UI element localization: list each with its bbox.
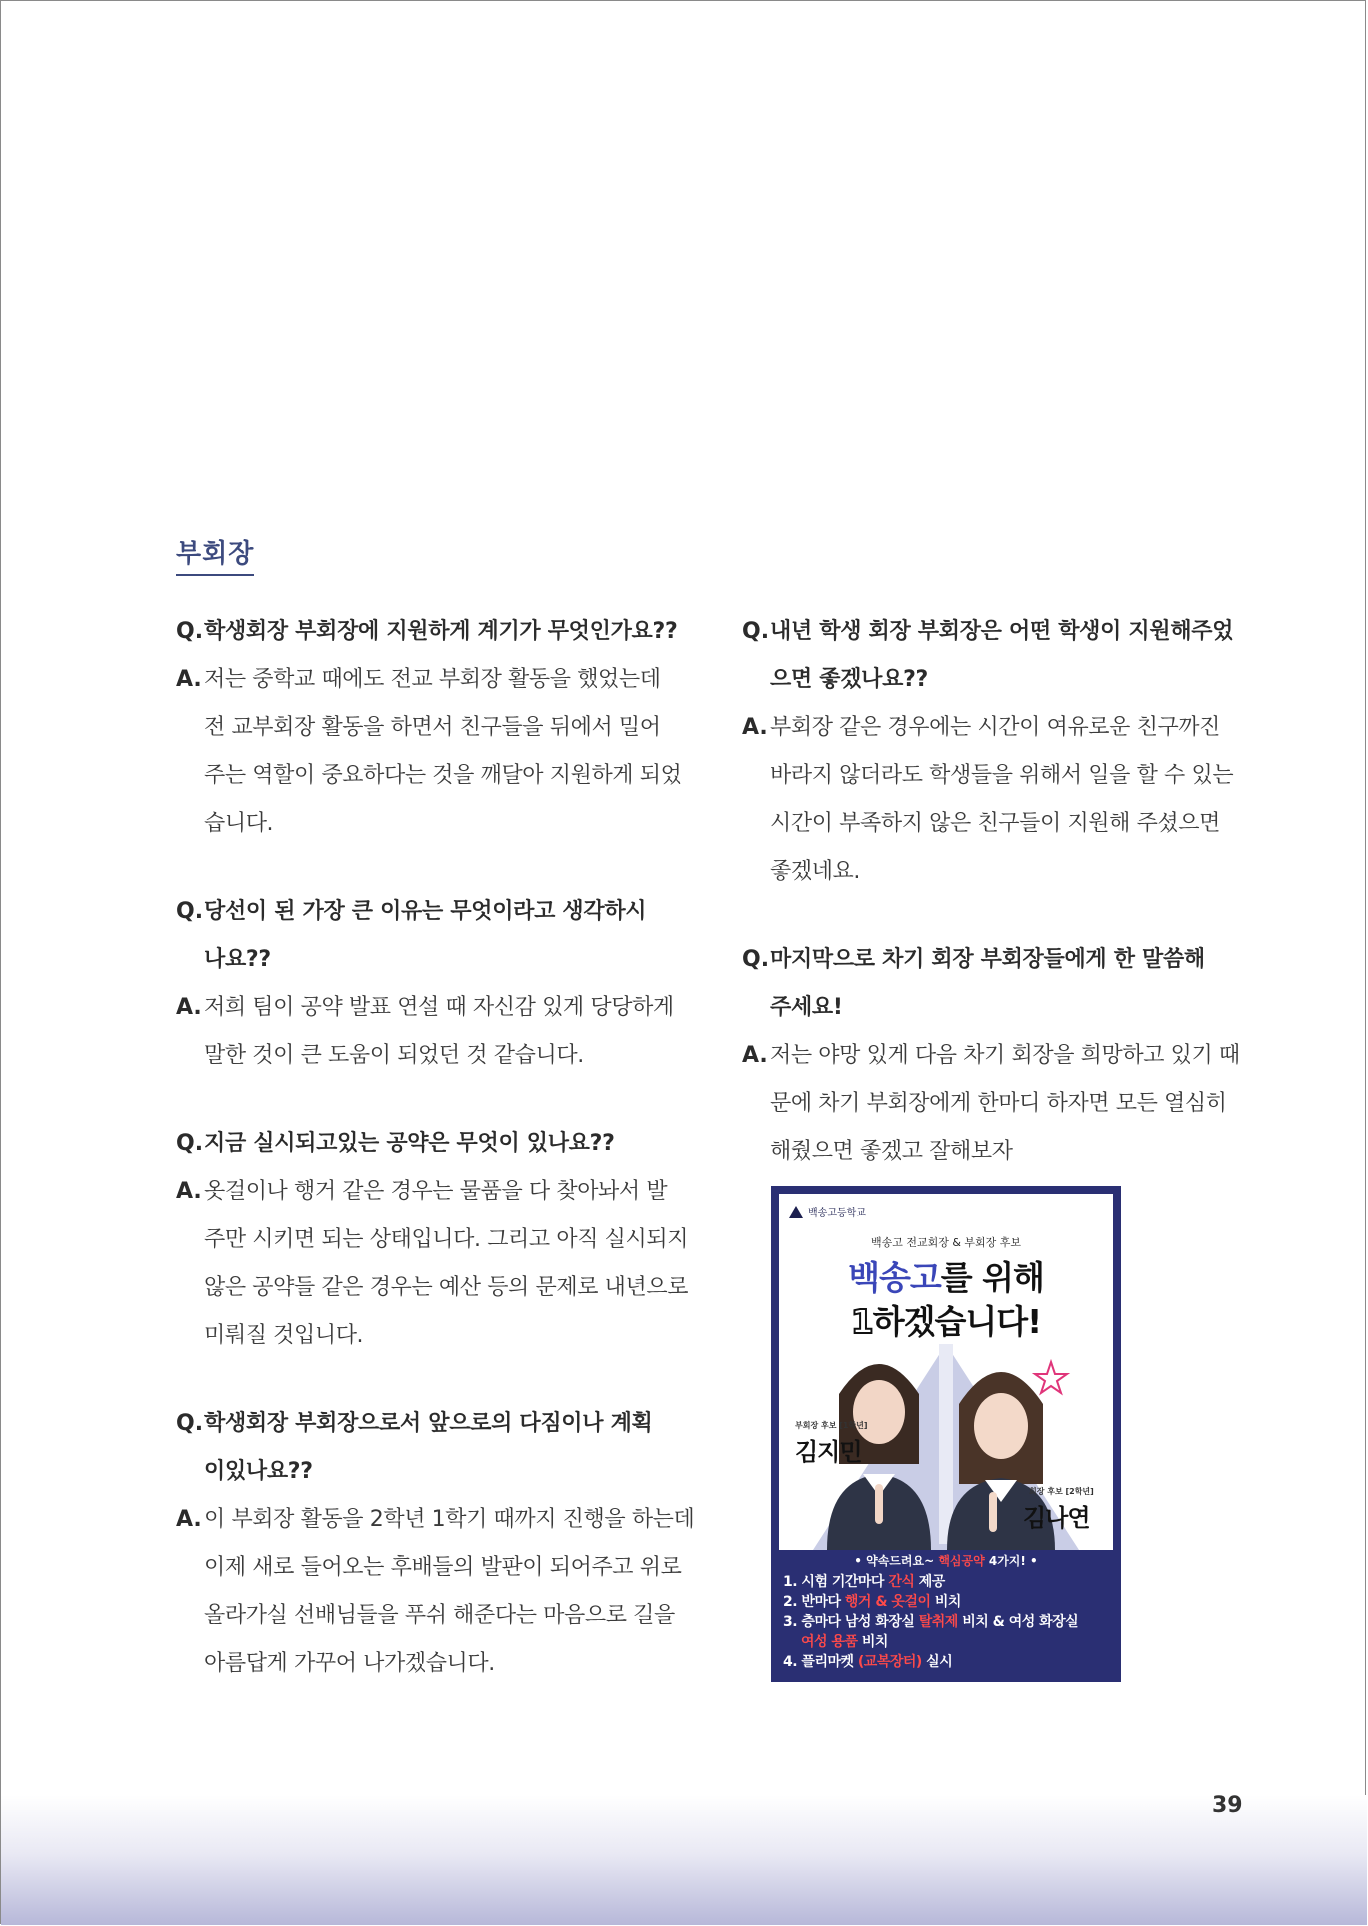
answer-line: [176, 1168, 696, 1216]
a-prefix: A.: [176, 667, 202, 692]
campaign-poster: [771, 1186, 1121, 1682]
pledge-item: 2. 반마다 행거 & 옷걸이 비치: [783, 1594, 961, 1610]
answer-text: 시간이 부족하지 않은 친구들이 지원해 주셨으면: [770, 811, 1221, 836]
question-text: 학생회장 부회장에 지원하게 계기가 무엇인가요??: [204, 619, 678, 644]
pledge-heading: [771, 1552, 1121, 1569]
answer-text: 부회장 같은 경우에는 시간이 여유로운 친구까진: [770, 715, 1221, 740]
a-prefix: A.: [176, 1507, 202, 1532]
question: [742, 936, 1242, 984]
answer-line: [742, 848, 1242, 896]
answer-text: 이제 새로 들어오는 후배들의 발판이 되어주고 위로: [204, 1555, 682, 1580]
answer-line: [176, 1312, 696, 1360]
q-prefix: Q.: [742, 947, 770, 972]
answer-line: [176, 1216, 696, 1264]
candidate-left-role: 부회장 후보 [1학년]: [795, 1421, 868, 1430]
answer-line: [176, 800, 696, 848]
answer-line: [176, 1032, 696, 1080]
page-footer-gradient: [1, 1795, 1367, 1925]
qa-item-5: [742, 608, 1242, 896]
q-prefix: Q.: [176, 1131, 204, 1156]
candidate-right-name: 김나연: [1023, 1504, 1090, 1532]
pledge-item: 1. 시험 기간마다 간식 제공: [783, 1574, 945, 1590]
answer-text: 문에 차기 부회장에게 한마디 하자면 모든 열심히: [770, 1091, 1227, 1116]
candidate-right-role: 회장 후보 [2학년]: [1029, 1487, 1094, 1496]
answer-line: [742, 1032, 1242, 1080]
pledge-heading-a: • 약속드려요~: [854, 1554, 939, 1568]
answer-line: [742, 752, 1242, 800]
q-prefix: Q.: [176, 1411, 204, 1436]
answer-text: 해줬으면 좋겠고 잘해보자: [770, 1139, 1013, 1164]
answer-text: 이 부회장 활동을 2학년 1학기 때까지 진행을 하는데: [204, 1507, 695, 1532]
a-prefix: A.: [176, 1179, 202, 1204]
qa-item-3: [176, 1120, 696, 1360]
question-text: 주세요!: [770, 995, 843, 1020]
answer-line: [176, 1592, 696, 1640]
question: [742, 656, 1242, 704]
question: [176, 936, 696, 984]
question-text: 마지막으로 차기 회장 부회장들에게 한 말씀해: [770, 947, 1205, 972]
answer-line: [176, 704, 696, 752]
q-prefix: Q.: [176, 619, 204, 644]
page-number: 39: [1212, 1793, 1243, 1818]
answer-text: 않은 공약들 같은 경우는 예산 등의 문제로 내년으로: [204, 1275, 689, 1300]
school-name: 백송고등학교: [808, 1208, 866, 1219]
question: [176, 888, 696, 936]
slogan-rest: 를 위해: [940, 1258, 1044, 1297]
right-column: [742, 608, 1242, 1682]
answer-line: [176, 984, 696, 1032]
answer-line: [176, 1640, 696, 1688]
question: [176, 608, 696, 656]
answer-text: 올라가실 선배님들을 푸쉬 해준다는 마음으로 길을: [204, 1603, 675, 1628]
answer-text: 주는 역할이 중요하다는 것을 깨달아 지원하게 되었: [204, 763, 682, 788]
question: [176, 1400, 696, 1448]
question-text: 으면 좋겠나요??: [770, 667, 928, 692]
question: [742, 984, 1242, 1032]
pledge-item: 3. 층마다 남성 화장실 탈취제 비치 & 여성 화장실: [783, 1614, 1079, 1630]
answer-line: [742, 704, 1242, 752]
answer-line: [176, 656, 696, 704]
answer-text: 옷걸이나 행거 같은 경우는 물품을 다 찾아놔서 발: [204, 1179, 668, 1204]
left-column: [176, 608, 696, 1728]
qa-item-6: [742, 936, 1242, 1176]
pledge-item-continued: 여성 용품 비치: [801, 1634, 888, 1650]
a-prefix: A.: [742, 715, 768, 740]
answer-line: [176, 1264, 696, 1312]
poster-upper: [779, 1194, 1113, 1550]
answer-text: 미뤄질 것입니다.: [204, 1323, 364, 1348]
answer-text: 저는 야망 있게 다음 차기 회장을 희망하고 있기 때: [770, 1043, 1240, 1068]
answer-line: [742, 1080, 1242, 1128]
section-title: 부회장: [176, 533, 254, 576]
school-logo: [789, 1204, 866, 1219]
question-text: 지금 실시되고있는 공약은 무엇이 있나요??: [204, 1131, 615, 1156]
pledge-list: [783, 1572, 1113, 1672]
answer-text: 전 교부회장 활동을 하면서 친구들을 뒤에서 밀어: [204, 715, 661, 740]
a-prefix: A.: [742, 1043, 768, 1068]
pledge-heading-highlight: 핵심공약: [938, 1554, 985, 1568]
school-emblem-icon: [789, 1206, 803, 1218]
qa-item-2: [176, 888, 696, 1080]
answer-text: 저희 팀이 공약 발표 연설 때 자신감 있게 당당하게: [204, 995, 674, 1020]
answer-text: 습니다.: [204, 811, 274, 836]
slogan-number: 1: [850, 1302, 873, 1341]
candidate-left-name: 김지민: [795, 1438, 862, 1466]
q-prefix: Q.: [742, 619, 770, 644]
pledge-heading-b: 4가지! •: [984, 1554, 1038, 1568]
a-prefix: A.: [176, 995, 202, 1020]
question: [742, 608, 1242, 656]
pledge-item: 4. 플리마켓 (교복장터) 실시: [783, 1654, 953, 1670]
answer-line: [742, 1128, 1242, 1176]
poster-slogan-line-1: [779, 1252, 1113, 1299]
answer-line: [176, 1496, 696, 1544]
question: [176, 1448, 696, 1496]
question: [176, 1120, 696, 1168]
qa-item-4: [176, 1400, 696, 1688]
slogan-text: 하겠습니다!: [872, 1302, 1042, 1341]
slogan-highlight: 백송고: [848, 1258, 941, 1297]
answer-text: 바라지 않더라도 학생들을 위해서 일을 할 수 있는: [770, 763, 1234, 788]
answer-line: [176, 1544, 696, 1592]
question-text: 당선이 된 가장 큰 이유는 무엇이라고 생각하시: [204, 899, 647, 924]
answer-text: 좋겠네요.: [770, 859, 861, 884]
answer-text: 주만 시키면 되는 상태입니다. 그리고 아직 실시되지: [204, 1227, 689, 1252]
answer-line: [176, 752, 696, 800]
q-prefix: Q.: [176, 899, 204, 924]
poster-subtitle: 백송고 전교회장 & 부회장 후보: [870, 1236, 1022, 1249]
question-text: 나요??: [204, 947, 271, 972]
question-text: 이있나요??: [204, 1459, 313, 1484]
qa-item-1: [176, 608, 696, 848]
question-text: 내년 학생 회장 부회장은 어떤 학생이 지원해주었: [770, 619, 1234, 644]
answer-text: 아름답게 가꾸어 나가겠습니다.: [204, 1651, 495, 1676]
question-text: 학생회장 부회장으로서 앞으로의 다짐이나 계획: [204, 1411, 653, 1436]
answer-line: [742, 800, 1242, 848]
answer-text: 저는 중학교 때에도 전교 부회장 활동을 했었는데: [204, 667, 661, 692]
answer-text: 말한 것이 큰 도움이 되었던 것 같습니다.: [204, 1043, 584, 1068]
